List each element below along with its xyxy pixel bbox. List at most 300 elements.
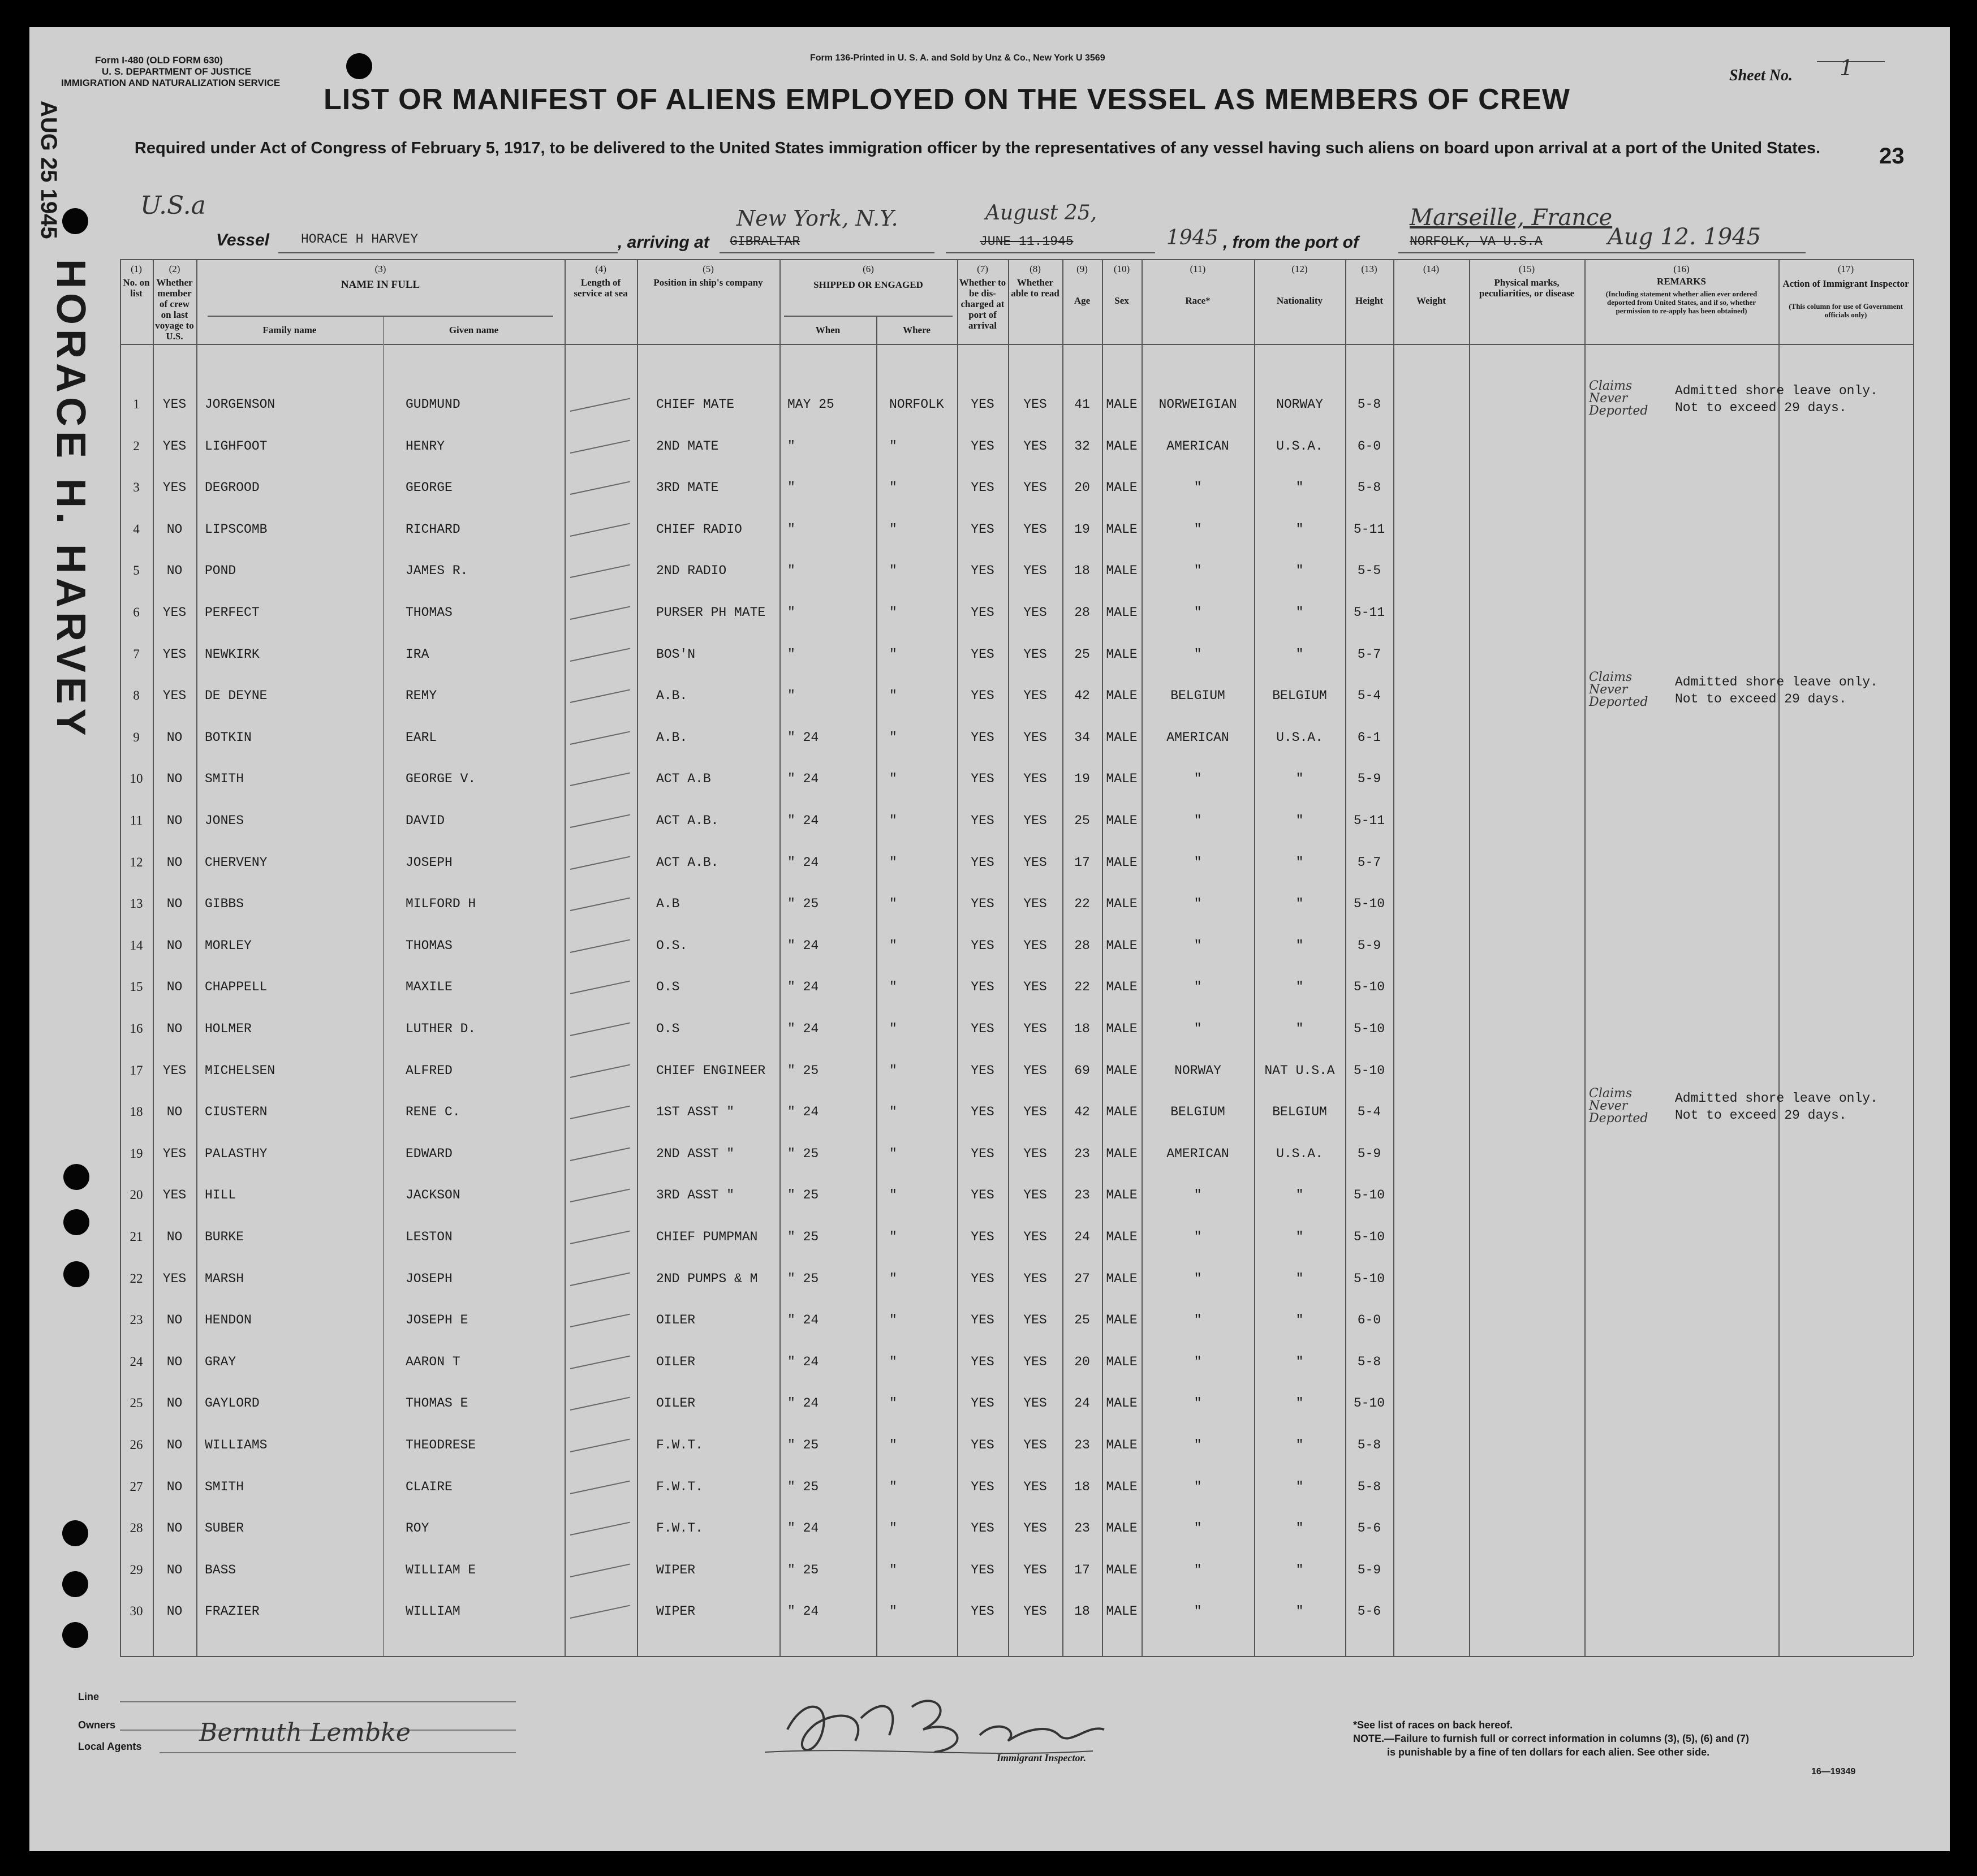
nationality-cell: BELGIUM — [1272, 688, 1327, 703]
discharge-cell: YES — [971, 1563, 994, 1577]
height-cell: 5-10 — [1353, 1063, 1385, 1078]
read-cell: YES — [1023, 1271, 1047, 1286]
column-rule — [1584, 259, 1586, 1656]
discharge-cell: YES — [971, 397, 994, 412]
last-voyage-cell: YES — [162, 647, 187, 662]
discharge-cell: YES — [971, 647, 994, 662]
shipped-when-cell: " 25 — [787, 1271, 819, 1286]
height-cell: 5-9 — [1357, 771, 1381, 786]
shipped-where-cell: NORFOLK — [889, 397, 944, 412]
shipped-when-cell: " 25 — [787, 1230, 819, 1244]
last-voyage-cell: NO — [166, 1396, 183, 1411]
shipped-where-cell: " — [889, 605, 897, 620]
service-dash — [570, 523, 630, 537]
read-cell: YES — [1023, 1188, 1047, 1202]
position-cell: ACT A.B. — [656, 813, 719, 828]
depart-date-hand: Aug 12. 1945 — [1608, 224, 1761, 250]
nationality-cell: " — [1295, 1438, 1304, 1452]
position-cell: WIPER — [656, 1563, 696, 1577]
age-cell: 19 — [1074, 522, 1090, 537]
punch-hole — [62, 208, 88, 234]
position-cell: CHIEF ENGINEER — [656, 1063, 766, 1078]
age-cell: 23 — [1074, 1438, 1090, 1452]
row-number: 6 — [133, 605, 140, 619]
row-number: 14 — [130, 938, 143, 952]
last-voyage-cell: NO — [166, 938, 183, 953]
last-voyage-cell: YES — [162, 1271, 187, 1286]
read-cell: YES — [1023, 1230, 1047, 1244]
nationality-cell: " — [1295, 1271, 1304, 1286]
last-voyage-cell: YES — [162, 439, 187, 454]
shipped-where-cell: " — [889, 1271, 897, 1286]
row-number: 27 — [130, 1480, 143, 1494]
read-cell: YES — [1023, 605, 1047, 620]
service-dash — [570, 1439, 630, 1452]
sex-cell: MALE — [1106, 1146, 1138, 1161]
last-voyage-cell: NO — [166, 563, 183, 578]
service-dash — [570, 773, 630, 786]
row-number: 12 — [130, 855, 143, 869]
column-number: (13) — [1361, 264, 1377, 274]
position-cell: ACT A.B. — [656, 855, 719, 870]
line-label: Line — [78, 1691, 100, 1702]
shipped-when-cell: " 24 — [787, 1021, 819, 1036]
family-name-cell: FRAZIER — [205, 1604, 260, 1619]
table-top-rule — [120, 259, 1913, 260]
column-rule — [1913, 259, 1914, 1656]
punch-hole — [62, 1622, 88, 1648]
discharge-cell: YES — [971, 439, 994, 454]
given-name-cell: THOMAS — [406, 938, 453, 953]
given-name-cell: THOMAS E — [406, 1396, 468, 1411]
sex-cell: MALE — [1106, 1271, 1138, 1286]
nationality-cell: " — [1295, 605, 1304, 620]
position-cell: A.B. — [656, 730, 688, 745]
column-number: (8) — [1030, 264, 1041, 274]
last-voyage-cell: NO — [166, 1604, 183, 1619]
shipped-when-cell: " 24 — [787, 771, 819, 786]
read-cell: YES — [1023, 980, 1047, 994]
age-cell: 42 — [1074, 1105, 1090, 1119]
remark-text: Admitted shore leave only. — [1675, 383, 1878, 398]
row-number: 9 — [133, 730, 140, 744]
last-voyage-cell: NO — [166, 896, 183, 911]
nationality-cell: " — [1295, 1355, 1304, 1369]
shipped-where-cell: " — [889, 938, 897, 953]
vessel-stamp: HORACE H. HARVEY — [48, 259, 93, 740]
discharge-cell: YES — [971, 980, 994, 994]
sex-cell: MALE — [1106, 1230, 1138, 1244]
last-voyage-cell: NO — [166, 1313, 183, 1327]
last-voyage-cell: YES — [162, 480, 187, 495]
race-cell: " — [1194, 1355, 1202, 1369]
family-name-cell: HILL — [205, 1188, 236, 1202]
row-number: 29 — [130, 1563, 143, 1577]
read-cell: YES — [1023, 938, 1047, 953]
shipped-where-cell: " — [889, 439, 897, 454]
age-cell: 69 — [1074, 1063, 1090, 1078]
race-cell: " — [1194, 1438, 1202, 1452]
read-cell: YES — [1023, 1396, 1047, 1411]
shipped-where-cell: " — [889, 1021, 897, 1036]
family-name-cell: CHERVENY — [205, 855, 268, 870]
service-dash — [570, 606, 630, 620]
column-number: (10) — [1113, 264, 1130, 274]
sex-cell: MALE — [1106, 1604, 1138, 1619]
age-cell: 19 — [1074, 771, 1090, 786]
form-id: Form I-480 (OLD FORM 630) — [95, 55, 223, 66]
age-cell: 41 — [1074, 397, 1090, 412]
subtitle: Required under Act of Congress of February 5, 1917, to be delivered to the United States immigration officer by the representatives of any vessel having such aliens on board upon arrival at a port of the United States. — [134, 139, 1821, 157]
shipped-where-cell: " — [889, 1396, 897, 1411]
row-number: 8 — [133, 688, 140, 702]
age-cell: 23 — [1074, 1521, 1090, 1536]
discharge-cell: YES — [971, 1021, 994, 1036]
shipped-where-cell: " — [889, 896, 897, 911]
family-name-cell: CHAPPELL — [205, 980, 268, 994]
shipped-when-cell: " 25 — [787, 1438, 819, 1452]
agents-signature: Bernuth Lembke — [199, 1718, 411, 1747]
last-voyage-cell: YES — [162, 1063, 187, 1078]
discharge-cell: YES — [971, 1146, 994, 1161]
position-cell: OILER — [656, 1355, 696, 1369]
vessel-label: Vessel — [216, 231, 269, 249]
height-cell: 5-10 — [1353, 1021, 1385, 1036]
punch-hole — [63, 1164, 89, 1190]
date-stamp: AUG 25 1945 — [36, 101, 61, 239]
race-cell: " — [1194, 1313, 1202, 1327]
family-name-cell: BURKE — [205, 1230, 244, 1244]
sex-cell: MALE — [1106, 1521, 1138, 1536]
age-cell: 23 — [1074, 1146, 1090, 1161]
sex-cell: MALE — [1106, 605, 1138, 620]
remark-text: Not to exceed 29 days. — [1675, 400, 1847, 415]
column-rule — [1778, 259, 1780, 1656]
last-voyage-cell: NO — [166, 855, 183, 870]
service-dash — [570, 1231, 630, 1244]
column-header: Whether able to read — [1011, 277, 1059, 299]
height-cell: 5-11 — [1353, 522, 1385, 537]
shipped-subrule — [784, 316, 953, 317]
service-dash — [570, 440, 630, 454]
owners-label: Owners — [78, 1719, 116, 1731]
discharge-cell: YES — [971, 938, 994, 953]
shipped-when-cell: " — [787, 439, 795, 454]
family-name-cell: GAYLORD — [205, 1396, 260, 1411]
nationality-cell: " — [1295, 1563, 1304, 1577]
given-name-cell: RICHARD — [406, 522, 460, 537]
table-bottom-rule — [120, 1656, 1913, 1657]
family-name-cell: LIPSCOMB — [205, 522, 268, 537]
position-cell: 2ND MATE — [656, 439, 719, 454]
given-name-cell: EDWARD — [406, 1146, 453, 1161]
races-note: *See list of races on back hereof. — [1353, 1719, 1513, 1731]
family-name-cell: PERFECT — [205, 605, 260, 620]
given-name-cell: AARON T — [406, 1355, 460, 1369]
family-name-cell: NEWKIRK — [205, 647, 260, 662]
nationality-cell: BELGIUM — [1272, 1105, 1327, 1119]
agents-label: Local Agents — [78, 1741, 142, 1752]
nationality-cell: U.S.A. — [1276, 730, 1323, 745]
port-typed: NORFOLK, VA U.S.A — [1410, 234, 1543, 249]
position-cell: F.W.T. — [656, 1480, 703, 1494]
height-cell: 6-0 — [1357, 439, 1381, 454]
last-voyage-cell: YES — [162, 1146, 187, 1161]
column-header: No. on list — [123, 277, 150, 299]
family-name-cell: JORGENSON — [205, 397, 275, 412]
race-cell: " — [1194, 813, 1202, 828]
column-rule — [1393, 259, 1394, 1656]
form-code: 16—19349 — [1811, 1767, 1856, 1776]
remark-handwritten: Claims Never Deported — [1589, 1086, 1648, 1125]
last-voyage-cell: NO — [166, 1355, 183, 1369]
remarks-note: (Including statement whether alien ever ordered deported from United States, and if so, whether permission to re-apply has been obtained) — [1605, 290, 1758, 315]
service-dash — [570, 1564, 630, 1577]
last-voyage-cell: YES — [162, 688, 187, 703]
shipped-when-cell: " 24 — [787, 855, 819, 870]
family-name-cell: WILLIAMS — [205, 1438, 268, 1452]
read-cell: YES — [1023, 647, 1047, 662]
service-dash — [570, 814, 630, 828]
nationality-cell: " — [1295, 980, 1304, 994]
nationality-cell: " — [1295, 563, 1304, 578]
age-cell: 28 — [1074, 605, 1090, 620]
family-name-cell: GIBBS — [205, 896, 244, 911]
nationality-cell: " — [1295, 1021, 1304, 1036]
service-dash — [570, 1314, 630, 1327]
position-cell: 2ND ASST " — [656, 1146, 735, 1161]
race-cell: " — [1194, 1271, 1202, 1286]
shipped-when-cell: " — [787, 605, 795, 620]
vessel-name: HORACE H HARVEY — [301, 232, 419, 247]
race-cell: " — [1194, 1230, 1202, 1244]
shipped-where-cell: " — [889, 647, 897, 662]
column-rule — [779, 259, 781, 1656]
service-dash — [570, 648, 630, 662]
service-dash — [570, 1273, 630, 1286]
column-number: (3) — [374, 264, 386, 274]
height-cell: 5-7 — [1357, 647, 1381, 662]
last-voyage-cell: NO — [166, 1438, 183, 1452]
sex-cell: MALE — [1106, 1313, 1138, 1327]
shipped-when-cell: " 25 — [787, 1063, 819, 1078]
row-number: 17 — [130, 1063, 143, 1077]
row-number: 24 — [130, 1355, 143, 1369]
age-cell: 18 — [1074, 1021, 1090, 1036]
family-name-cell: HENDON — [205, 1313, 252, 1327]
race-cell: AMERICAN — [1166, 1146, 1229, 1161]
position-cell: F.W.T. — [656, 1521, 703, 1536]
service-dash — [570, 1064, 630, 1078]
family-name-cell: SUBER — [205, 1521, 244, 1536]
read-cell: YES — [1023, 1521, 1047, 1536]
age-cell: 25 — [1074, 647, 1090, 662]
given-name-cell: WILLIAM — [406, 1604, 460, 1619]
name-subrule — [208, 316, 553, 317]
given-name-cell: WILLIAM E — [406, 1563, 476, 1577]
column-header: Position in ship's company — [653, 277, 763, 288]
race-cell: " — [1194, 563, 1202, 578]
discharge-cell: YES — [971, 1271, 994, 1286]
row-number: 22 — [130, 1271, 143, 1286]
discharge-cell: YES — [971, 522, 994, 537]
nationality-cell: " — [1295, 522, 1304, 537]
race-cell: BELGIUM — [1170, 688, 1225, 703]
given-name-cell: THEODRESE — [406, 1438, 476, 1452]
service-dash — [570, 1189, 630, 1202]
row-number: 3 — [133, 480, 140, 494]
column-header: Sex — [1114, 295, 1129, 306]
row-number: 13 — [130, 896, 143, 911]
family-name-cell: JONES — [205, 813, 244, 828]
race-cell: NORWEIGIAN — [1158, 397, 1237, 412]
family-name-cell: CIUSTERN — [205, 1105, 268, 1119]
remark-text: Admitted shore leave only. — [1675, 1091, 1878, 1106]
given-name-cell: MILFORD H — [406, 896, 476, 911]
height-cell: 5-4 — [1357, 1105, 1381, 1119]
from-port-label: , from the port of — [1223, 233, 1359, 252]
shipped-header: SHIPPED OR ENGAGED — [813, 279, 923, 290]
row-number: 1 — [133, 397, 140, 411]
shipped-when-cell: " 24 — [787, 1521, 819, 1536]
last-voyage-cell: YES — [162, 397, 187, 412]
height-cell: 5-8 — [1357, 1438, 1381, 1452]
height-cell: 5-9 — [1357, 938, 1381, 953]
sheet-number: 1 — [1840, 55, 1854, 80]
row-number: 19 — [130, 1146, 143, 1161]
sex-cell: MALE — [1106, 647, 1138, 662]
service-dash — [570, 398, 630, 412]
nationality-cell: " — [1295, 1604, 1304, 1619]
remark-text: Not to exceed 29 days. — [1675, 692, 1847, 706]
last-voyage-cell: NO — [166, 813, 183, 828]
given-name-cell: HENRY — [406, 439, 445, 454]
race-cell: " — [1194, 480, 1202, 495]
printer-line: Form 136-Printed in U. S. A. and Sold by Unz & Co., New York U 3569 — [810, 53, 1105, 63]
row-number: 2 — [133, 439, 140, 453]
sex-cell: MALE — [1106, 813, 1138, 828]
shipped-when-cell: " 24 — [787, 1355, 819, 1369]
race-cell: " — [1194, 771, 1202, 786]
age-cell: 24 — [1074, 1230, 1090, 1244]
nationality-cell: " — [1295, 938, 1304, 953]
position-cell: O.S — [656, 1021, 680, 1036]
read-cell: YES — [1023, 730, 1047, 745]
shipped-where-cell: " — [889, 1230, 897, 1244]
read-cell: YES — [1023, 397, 1047, 412]
sex-cell: MALE — [1106, 1438, 1138, 1452]
read-cell: YES — [1023, 1480, 1047, 1494]
shipped-when-cell: " — [787, 563, 795, 578]
nationality-cell: " — [1295, 1396, 1304, 1411]
column-number: (17) — [1837, 264, 1854, 274]
race-cell: " — [1194, 1480, 1202, 1494]
height-cell: 5-8 — [1357, 480, 1381, 495]
sex-cell: MALE — [1106, 1063, 1138, 1078]
race-cell: " — [1194, 1021, 1202, 1036]
given-name-cell: GUDMUND — [406, 397, 460, 412]
family-name-header: Family name — [262, 325, 317, 335]
inspector-label: Immigrant Inspector. — [997, 1752, 1087, 1763]
discharge-cell: YES — [971, 896, 994, 911]
date-typed: JUNE 11.1945 — [980, 234, 1074, 249]
discharge-cell: YES — [971, 688, 994, 703]
row-number: 26 — [130, 1438, 143, 1452]
height-cell: 5-9 — [1357, 1563, 1381, 1577]
last-voyage-cell: NO — [166, 980, 183, 994]
service-dash — [570, 939, 630, 953]
race-cell: " — [1194, 1396, 1202, 1411]
given-name-cell: ROY — [406, 1521, 429, 1536]
shipped-where-cell: " — [889, 480, 897, 495]
read-cell: YES — [1023, 1146, 1047, 1161]
shipped-where-cell: " — [889, 730, 897, 745]
punch-hole — [62, 1571, 88, 1597]
row-number: 18 — [130, 1105, 143, 1119]
given-name-cell: JOSEPH — [406, 1271, 453, 1286]
height-cell: 5-9 — [1357, 1146, 1381, 1161]
given-name-cell: JACKSON — [406, 1188, 460, 1202]
shipped-when-cell: " — [787, 647, 795, 662]
nationality-cell: " — [1295, 647, 1304, 662]
family-name-cell: HOLMER — [205, 1021, 252, 1036]
sex-cell: MALE — [1106, 1563, 1138, 1577]
age-cell: 17 — [1074, 1563, 1090, 1577]
family-name-cell: BASS — [205, 1563, 236, 1577]
column-number: (5) — [703, 264, 714, 274]
service-dash — [570, 731, 630, 745]
height-cell: 5-10 — [1353, 1188, 1385, 1202]
given-name-cell: ALFRED — [406, 1063, 453, 1078]
column-rule — [1469, 259, 1470, 1656]
column-rule — [876, 316, 877, 1656]
age-cell: 23 — [1074, 1188, 1090, 1202]
sex-cell: MALE — [1106, 563, 1138, 578]
discharge-cell: YES — [971, 563, 994, 578]
position-cell: BOS'N — [656, 647, 696, 662]
remark-handwritten: Claims Never Deported — [1589, 670, 1648, 709]
family-name-cell: DEGROOD — [205, 480, 260, 495]
height-cell: 6-1 — [1357, 730, 1381, 745]
shipped-when-cell: " 24 — [787, 1105, 819, 1119]
family-name-cell: GRAY — [205, 1355, 236, 1369]
manifest-sheet — [29, 27, 1950, 1851]
remark-text: Admitted shore leave only. — [1675, 675, 1878, 689]
shipped-when-cell: " 25 — [787, 1146, 819, 1161]
service-dash — [570, 1106, 630, 1119]
given-name-cell: MAXILE — [406, 980, 453, 994]
height-cell: 5-5 — [1357, 563, 1381, 578]
sex-cell: MALE — [1106, 1105, 1138, 1119]
family-name-cell: MICHELSEN — [205, 1063, 275, 1078]
sex-cell: MALE — [1106, 730, 1138, 745]
position-cell: CHIEF MATE — [656, 397, 735, 412]
discharge-cell: YES — [971, 480, 994, 495]
given-name-cell: EARL — [406, 730, 437, 745]
family-name-cell: LIGHFOOT — [205, 439, 268, 454]
given-name-cell: CLAIRE — [406, 1480, 453, 1494]
sex-cell: MALE — [1106, 397, 1138, 412]
nationality-cell: " — [1295, 813, 1304, 828]
nationality-cell: " — [1295, 771, 1304, 786]
discharge-cell: YES — [971, 1604, 994, 1619]
column-header: Length of service at sea — [574, 277, 628, 299]
nationality-cell: " — [1295, 1230, 1304, 1244]
age-cell: 28 — [1074, 938, 1090, 953]
height-cell: 5-8 — [1357, 1480, 1381, 1494]
position-cell: OILER — [656, 1313, 696, 1327]
remark-handwritten: Claims Never Deported — [1589, 379, 1648, 418]
